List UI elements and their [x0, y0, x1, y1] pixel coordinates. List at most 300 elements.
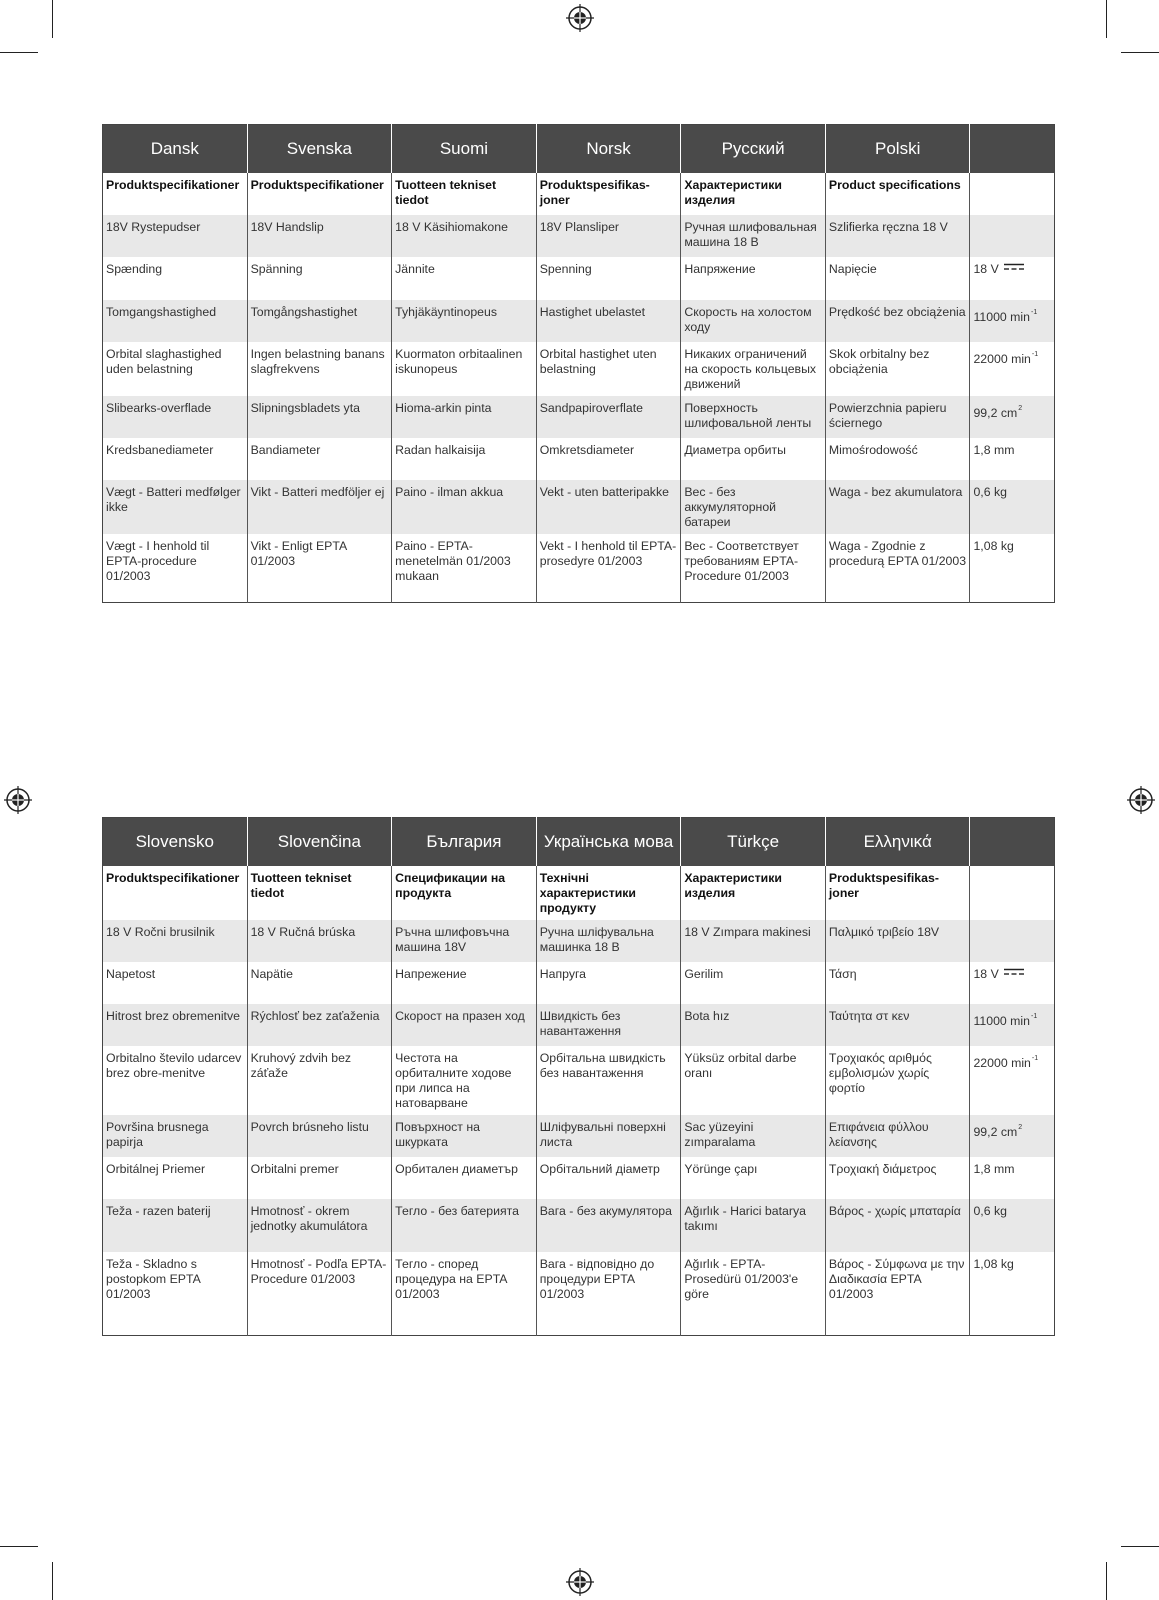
cell-text: Szlifierka ręczna 18 V: [828, 220, 948, 234]
table-row: [103, 396, 1055, 438]
cell-text: Yüksüz orbital darbe oranı: [684, 1051, 797, 1080]
value-cell: [970, 1004, 1055, 1046]
spec-table-central-eastern: [102, 817, 1055, 1336]
cell-text: Slipningsbladets yta: [250, 401, 360, 415]
table-row: [103, 438, 1055, 480]
column-header: Українська мова: [536, 818, 681, 867]
label-cell: [247, 480, 392, 534]
label-cell: [681, 1115, 826, 1157]
label-cell: [103, 300, 248, 342]
unit-exponent: -1: [1031, 1055, 1039, 1062]
label-cell: [825, 480, 970, 534]
label-cell: [825, 342, 970, 396]
cell-text: Скорость на холостом ходу: [684, 305, 812, 334]
cell-text: Orbitalni premer: [250, 1162, 339, 1176]
crop-mark: [1106, 0, 1107, 38]
crop-mark: [1106, 1562, 1107, 1600]
cell-text: 18V Rystepudser: [106, 220, 201, 234]
cell-text: Швидкість без навантаження: [539, 1009, 622, 1038]
cell-text: Ağırlık - Harici batarya takımı: [684, 1204, 806, 1233]
column-header: [970, 818, 1055, 867]
cell-text: Vikt - Enligt EPTA 01/2003: [250, 539, 347, 568]
value-cell: [970, 1157, 1055, 1199]
label-cell: [681, 438, 826, 480]
label-cell: [681, 1199, 826, 1252]
label-cell: [392, 342, 537, 396]
label-cell: [536, 1046, 681, 1115]
column-header: Slovensko: [103, 818, 248, 867]
cell-text: Waga - bez akumulatora: [828, 485, 963, 499]
crop-mark: [0, 52, 38, 53]
label-cell: [103, 534, 248, 602]
label-cell: [681, 300, 826, 342]
label-cell: [536, 1252, 681, 1335]
cell-text: Никаких ограничений на скорость кольцевых движений: [684, 347, 817, 391]
cell-text: Τάση: [828, 967, 857, 981]
column-header: Norsk: [536, 125, 681, 174]
cell-text: Tomgångshastighet: [250, 305, 358, 319]
label-cell: [825, 1157, 970, 1199]
table-row: [103, 257, 1055, 300]
cell-text: Produktspesifikas-joner: [828, 871, 939, 900]
label-cell: [536, 215, 681, 257]
cell-text: Kruhový zdvih bez záťaže: [250, 1051, 352, 1080]
cell-text: Орбитален диаметър: [395, 1162, 518, 1176]
cell-text: Gerilim: [684, 967, 724, 981]
cell-text: Vekt - uten batteripakke: [539, 485, 669, 499]
table-row: [103, 300, 1055, 342]
label-cell: [247, 173, 392, 215]
label-cell: [103, 1199, 248, 1252]
cell-text: 1,08 kg: [973, 1257, 1014, 1271]
label-cell: [103, 920, 248, 962]
cell-text: Paino - EPTA-menetelmän 01/2003 mukaan: [395, 539, 511, 583]
cell-text: Tuotteen tekniset tiedot: [395, 178, 497, 207]
label-cell: [247, 534, 392, 602]
label-cell: [247, 396, 392, 438]
column-header: [970, 125, 1055, 174]
label-cell: [103, 1046, 248, 1115]
label-cell: [536, 396, 681, 438]
dc-current-icon: [1004, 263, 1024, 271]
cell-text: Omkretsdiameter: [539, 443, 635, 457]
column-header: Türkçe: [681, 818, 826, 867]
label-cell: [681, 1252, 826, 1335]
label-cell: [825, 257, 970, 300]
label-cell: [103, 215, 248, 257]
cell-text: Тегло - без батерията: [395, 1204, 520, 1218]
label-cell: [392, 920, 537, 962]
dc-current-icon: [1004, 968, 1024, 976]
label-cell: [681, 1004, 826, 1046]
cell-text: 22000 min: [973, 352, 1031, 366]
label-cell: [392, 173, 537, 215]
label-cell: [247, 1115, 392, 1157]
cell-text: Napetost: [106, 967, 156, 981]
cell-text: Vægt - Batteri medfølger ikke: [106, 485, 241, 514]
label-cell: [392, 396, 537, 438]
cell-text: Produktspecifikationer: [250, 178, 384, 192]
cell-text: 18V Plansliper: [539, 220, 620, 234]
label-cell: [392, 866, 537, 920]
label-cell: [681, 173, 826, 215]
subheader-row: [103, 866, 1055, 920]
label-cell: [247, 866, 392, 920]
cell-text: Поверхность шлифовальной ленты: [684, 401, 812, 430]
value-cell: [970, 962, 1055, 1004]
cell-text: Ръчна шлифовъчна машина 18V: [395, 925, 510, 954]
label-cell: [825, 1199, 970, 1252]
cell-text: Вага - відповідно до процедури EPTA 01/2003: [539, 1257, 655, 1301]
table-row: [103, 1252, 1055, 1335]
label-cell: [392, 534, 537, 602]
label-cell: [103, 480, 248, 534]
label-cell: [103, 1004, 248, 1046]
column-header: Suomi: [392, 125, 537, 174]
label-cell: [536, 480, 681, 534]
label-cell: [825, 396, 970, 438]
value-cell: [970, 1115, 1055, 1157]
label-cell: [681, 257, 826, 300]
label-cell: [392, 1046, 537, 1115]
cell-text: Тегло - според процедура на EPTA 01/2003: [395, 1257, 507, 1301]
label-cell: [103, 1115, 248, 1157]
cell-text: 99,2 cm: [973, 406, 1018, 420]
label-cell: [825, 438, 970, 480]
label-cell: [681, 480, 826, 534]
cell-text: Orbitálnej Priemer: [106, 1162, 206, 1176]
label-cell: [392, 1157, 537, 1199]
label-cell: [536, 1199, 681, 1252]
table-row: [103, 342, 1055, 396]
label-cell: [825, 962, 970, 1004]
value-cell: [970, 438, 1055, 480]
unit-exponent: -1: [1030, 1013, 1038, 1020]
value-cell: [970, 300, 1055, 342]
cell-text: Rýchlosť bez zaťaženia: [250, 1009, 380, 1023]
table-row: [103, 1004, 1055, 1046]
cell-text: Vægt - I henhold til EPTA-procedure 01/2003: [106, 539, 210, 583]
value-cell: [970, 1252, 1055, 1335]
unit-exponent: -1: [1031, 351, 1039, 358]
registration-mark-icon: [566, 1568, 594, 1596]
table-row: [103, 480, 1055, 534]
label-cell: [536, 257, 681, 300]
cell-text: Шліфувальні поверхні листа: [539, 1120, 666, 1149]
cell-text: Sandpapiroverflate: [539, 401, 643, 415]
cell-text: 18 V Ručná brúska: [250, 925, 356, 939]
cell-text: Spänning: [250, 262, 303, 276]
crop-mark: [1121, 1546, 1159, 1547]
label-cell: [247, 257, 392, 300]
label-cell: [536, 1115, 681, 1157]
cell-text: Sac yüzeyini zımparalama: [684, 1120, 756, 1149]
table-row: [103, 1199, 1055, 1252]
cell-text: Спецификации на продукта: [395, 871, 506, 900]
label-cell: [247, 920, 392, 962]
label-cell: [536, 300, 681, 342]
cell-text: 99,2 cm: [973, 1125, 1018, 1139]
column-header: България: [392, 818, 537, 867]
label-cell: [247, 1199, 392, 1252]
cell-text: Вес - Соответствует требованиям EPTA-Procedure 01/2003: [684, 539, 799, 583]
table-row: [103, 534, 1055, 602]
cell-text: Βάρος - χωρίς μπαταρία: [828, 1204, 961, 1218]
unit-exponent: -1: [1030, 309, 1038, 316]
label-cell: [392, 300, 537, 342]
label-cell: [103, 866, 248, 920]
label-cell: [681, 342, 826, 396]
cell-text: Hitrost brez obremenitve: [106, 1009, 240, 1023]
cell-text: Характеристики изделия: [684, 871, 782, 900]
cell-text: Ταύτητα στ κεν: [828, 1009, 910, 1023]
label-cell: [825, 920, 970, 962]
cell-text: Напряжение: [684, 262, 756, 276]
cell-text: 11000 min: [973, 310, 1030, 324]
cell-text: Produktspesifikas-joner: [539, 178, 650, 207]
registration-mark-icon: [1127, 786, 1155, 814]
label-cell: [825, 866, 970, 920]
table-row: [103, 1157, 1055, 1199]
cell-text: Ручная шлифовальная машина 18 В: [684, 220, 817, 249]
label-cell: [681, 962, 826, 1004]
label-cell: [247, 1157, 392, 1199]
label-cell: [247, 342, 392, 396]
value-cell: [970, 215, 1055, 257]
cell-text: Диаметра орбиты: [684, 443, 787, 457]
label-cell: [536, 1004, 681, 1046]
cell-text: Produktspecifikationer: [106, 178, 240, 192]
cell-text: Orbital hastighet uten belastning: [539, 347, 657, 376]
cell-text: Ingen belastning banans slagfrekvens: [250, 347, 385, 376]
label-cell: [247, 1252, 392, 1335]
column-header: Slovenčina: [247, 818, 392, 867]
label-cell: [681, 920, 826, 962]
value-cell: [970, 342, 1055, 396]
label-cell: [103, 173, 248, 215]
cell-text: Скорост на празен ход: [395, 1009, 525, 1023]
label-cell: [536, 438, 681, 480]
table-header-row: [103, 125, 1055, 174]
label-cell: [825, 1046, 970, 1115]
column-header: Ελληνικά: [825, 818, 970, 867]
cell-text: Hioma-arkin pinta: [395, 401, 492, 415]
cell-text: 1,08 kg: [973, 539, 1014, 553]
cell-text: Spenning: [539, 262, 592, 276]
cell-text: Tomgangshastighed: [106, 305, 217, 319]
label-cell: [825, 173, 970, 215]
crop-mark: [52, 1562, 53, 1600]
label-cell: [825, 1252, 970, 1335]
cell-text: Vikt - Batteri medföljer ej: [250, 485, 385, 499]
cell-text: Skok orbitalny bez obciążenia: [828, 347, 930, 376]
label-cell: [392, 438, 537, 480]
cell-text: Površina brusnega papirja: [106, 1120, 209, 1149]
crop-mark: [52, 0, 53, 38]
cell-text: Povrch brúsneho listu: [250, 1120, 369, 1134]
value-cell: [970, 866, 1055, 920]
label-cell: [825, 300, 970, 342]
cell-text: Τροχιακή διάμετρος: [828, 1162, 937, 1176]
column-header: Dansk: [103, 125, 248, 174]
cell-text: 18 V: [973, 262, 999, 276]
value-cell: [970, 534, 1055, 602]
table-row: [103, 1046, 1055, 1115]
cell-text: Орбітальний діаметр: [539, 1162, 660, 1176]
cell-text: Waga - Zgodnie z procedurą EPTA 01/2003: [828, 539, 967, 568]
cell-text: Napięcie: [828, 262, 877, 276]
cell-text: 11000 min: [973, 1014, 1030, 1028]
label-cell: [103, 438, 248, 480]
label-cell: [536, 1157, 681, 1199]
cell-text: Честота на орбиталните ходове при липса на натоварване: [395, 1051, 512, 1110]
label-cell: [103, 962, 248, 1004]
cell-text: Hmotnosť - Podľa EPTA-Procedure 01/2003: [250, 1257, 387, 1286]
cell-text: Radan halkaisija: [395, 443, 486, 457]
table-row: [103, 215, 1055, 257]
spec-table-nordic-slavic: [102, 124, 1055, 603]
label-cell: [247, 962, 392, 1004]
cell-text: 18 V Zımpara makinesi: [684, 925, 811, 939]
cell-text: Kuormaton orbitaalinen iskunopeus: [395, 347, 523, 376]
table-row: [103, 920, 1055, 962]
crop-mark: [0, 1546, 38, 1547]
value-cell: [970, 920, 1055, 962]
cell-text: Product specifications: [828, 178, 961, 192]
label-cell: [681, 866, 826, 920]
label-cell: [536, 920, 681, 962]
cell-text: Mimośrodowość: [828, 443, 918, 457]
cell-text: Орбітальна швидкість без навантаження: [539, 1051, 666, 1080]
cell-text: Επιφάνεια φύλλου λείανσης: [828, 1120, 929, 1149]
cell-text: Vekt - I henhold til EPTA-prosedyre 01/2003: [539, 539, 677, 568]
cell-text: Τροχιακός αριθμός εμβολισμών χωρίς φορτίο: [828, 1051, 932, 1095]
label-cell: [392, 1004, 537, 1046]
unit-exponent: 2: [1018, 1124, 1023, 1131]
label-cell: [536, 534, 681, 602]
label-cell: [392, 1252, 537, 1335]
label-cell: [247, 1046, 392, 1115]
label-cell: [392, 1115, 537, 1157]
cell-text: Напруга: [539, 967, 587, 981]
registration-mark-icon: [566, 4, 594, 32]
label-cell: [392, 1199, 537, 1252]
value-cell: [970, 173, 1055, 215]
label-cell: [536, 866, 681, 920]
cell-text: Jännite: [395, 262, 435, 276]
label-cell: [103, 257, 248, 300]
cell-text: Βάρος - Σύμφωνα με την Διαδικασία EPTA 01/2003: [828, 1257, 965, 1301]
label-cell: [825, 1115, 970, 1157]
cell-text: Teža - Skladno s postopkom EPTA 01/2003: [106, 1257, 201, 1301]
cell-text: Kredsbanediameter: [106, 443, 214, 457]
cell-text: Ağırlık - EPTA-Prosedürü 01/2003'e göre: [684, 1257, 799, 1301]
cell-text: Hastighet ubelastet: [539, 305, 646, 319]
label-cell: [681, 215, 826, 257]
label-cell: [536, 173, 681, 215]
label-cell: [536, 962, 681, 1004]
unit-exponent: 2: [1018, 405, 1023, 412]
cell-text: Paino - ilman akkua: [395, 485, 504, 499]
label-cell: [536, 342, 681, 396]
table-row: [103, 1115, 1055, 1157]
column-header: Русский: [681, 125, 826, 174]
cell-text: Bandiameter: [250, 443, 321, 457]
label-cell: [681, 1046, 826, 1115]
cell-text: Yörünge çapı: [684, 1162, 758, 1176]
cell-text: 18 V: [973, 967, 999, 981]
column-header: Svenska: [247, 125, 392, 174]
cell-text: Produktspecifikationer: [106, 871, 240, 885]
cell-text: 0,6 kg: [973, 1204, 1007, 1218]
value-cell: [970, 257, 1055, 300]
cell-text: Prędkość bez obciążenia: [828, 305, 966, 319]
cell-text: Tyhjäkäyntinopeus: [395, 305, 498, 319]
cell-text: 18V Handslip: [250, 220, 324, 234]
cell-text: Teža - razen baterij: [106, 1204, 211, 1218]
cell-text: Hmotnosť - okrem jednotky akumulátora: [250, 1204, 368, 1233]
label-cell: [247, 215, 392, 257]
value-cell: [970, 1046, 1055, 1115]
cell-text: Ручна шліфувальна машинка 18 В: [539, 925, 654, 954]
cell-text: Παλμικό τριβείο 18V: [828, 925, 940, 939]
cell-text: 1,8 mm: [973, 443, 1015, 457]
label-cell: [247, 300, 392, 342]
cell-text: Вес - без аккумуляторной батареи: [684, 485, 777, 529]
crop-mark: [1121, 52, 1159, 53]
cell-text: 1,8 mm: [973, 1162, 1015, 1176]
cell-text: Orbitalno število udarcev brez obre-menitve: [106, 1051, 242, 1080]
cell-text: 18 V Ročni brusilnik: [106, 925, 215, 939]
cell-text: Повърхност на шкурката: [395, 1120, 480, 1149]
subheader-row: [103, 173, 1055, 215]
value-cell: [970, 1199, 1055, 1252]
label-cell: [247, 1004, 392, 1046]
column-header: Polski: [825, 125, 970, 174]
cell-text: Slibearks-overflade: [106, 401, 212, 415]
label-cell: [825, 215, 970, 257]
cell-text: Tuotteen tekniset tiedot: [250, 871, 352, 900]
cell-text: Вага - без акумулятора: [539, 1204, 672, 1218]
label-cell: [681, 1157, 826, 1199]
label-cell: [825, 1004, 970, 1046]
cell-text: Технічні характеристики продукту: [539, 871, 636, 915]
cell-text: Напрежение: [395, 967, 467, 981]
value-cell: [970, 480, 1055, 534]
cell-text: 18 V Käsihiomakone: [395, 220, 508, 234]
cell-text: Spænding: [106, 262, 163, 276]
table-header-row: [103, 818, 1055, 867]
label-cell: [681, 396, 826, 438]
cell-text: Napätie: [250, 967, 293, 981]
label-cell: [103, 342, 248, 396]
cell-text: 22000 min: [973, 1056, 1031, 1070]
label-cell: [247, 438, 392, 480]
cell-text: Orbital slaghastighed uden belastning: [106, 347, 222, 376]
value-cell: [970, 396, 1055, 438]
label-cell: [392, 962, 537, 1004]
cell-text: Powierzchnia papieru ściernego: [828, 401, 947, 430]
label-cell: [825, 534, 970, 602]
label-cell: [392, 480, 537, 534]
cell-text: Bota hız: [684, 1009, 730, 1023]
label-cell: [103, 1157, 248, 1199]
cell-text: 0,6 kg: [973, 485, 1007, 499]
table-row: [103, 962, 1055, 1004]
cell-text: Характеристики изделия: [684, 178, 782, 207]
label-cell: [103, 1252, 248, 1335]
registration-mark-icon: [4, 786, 32, 814]
